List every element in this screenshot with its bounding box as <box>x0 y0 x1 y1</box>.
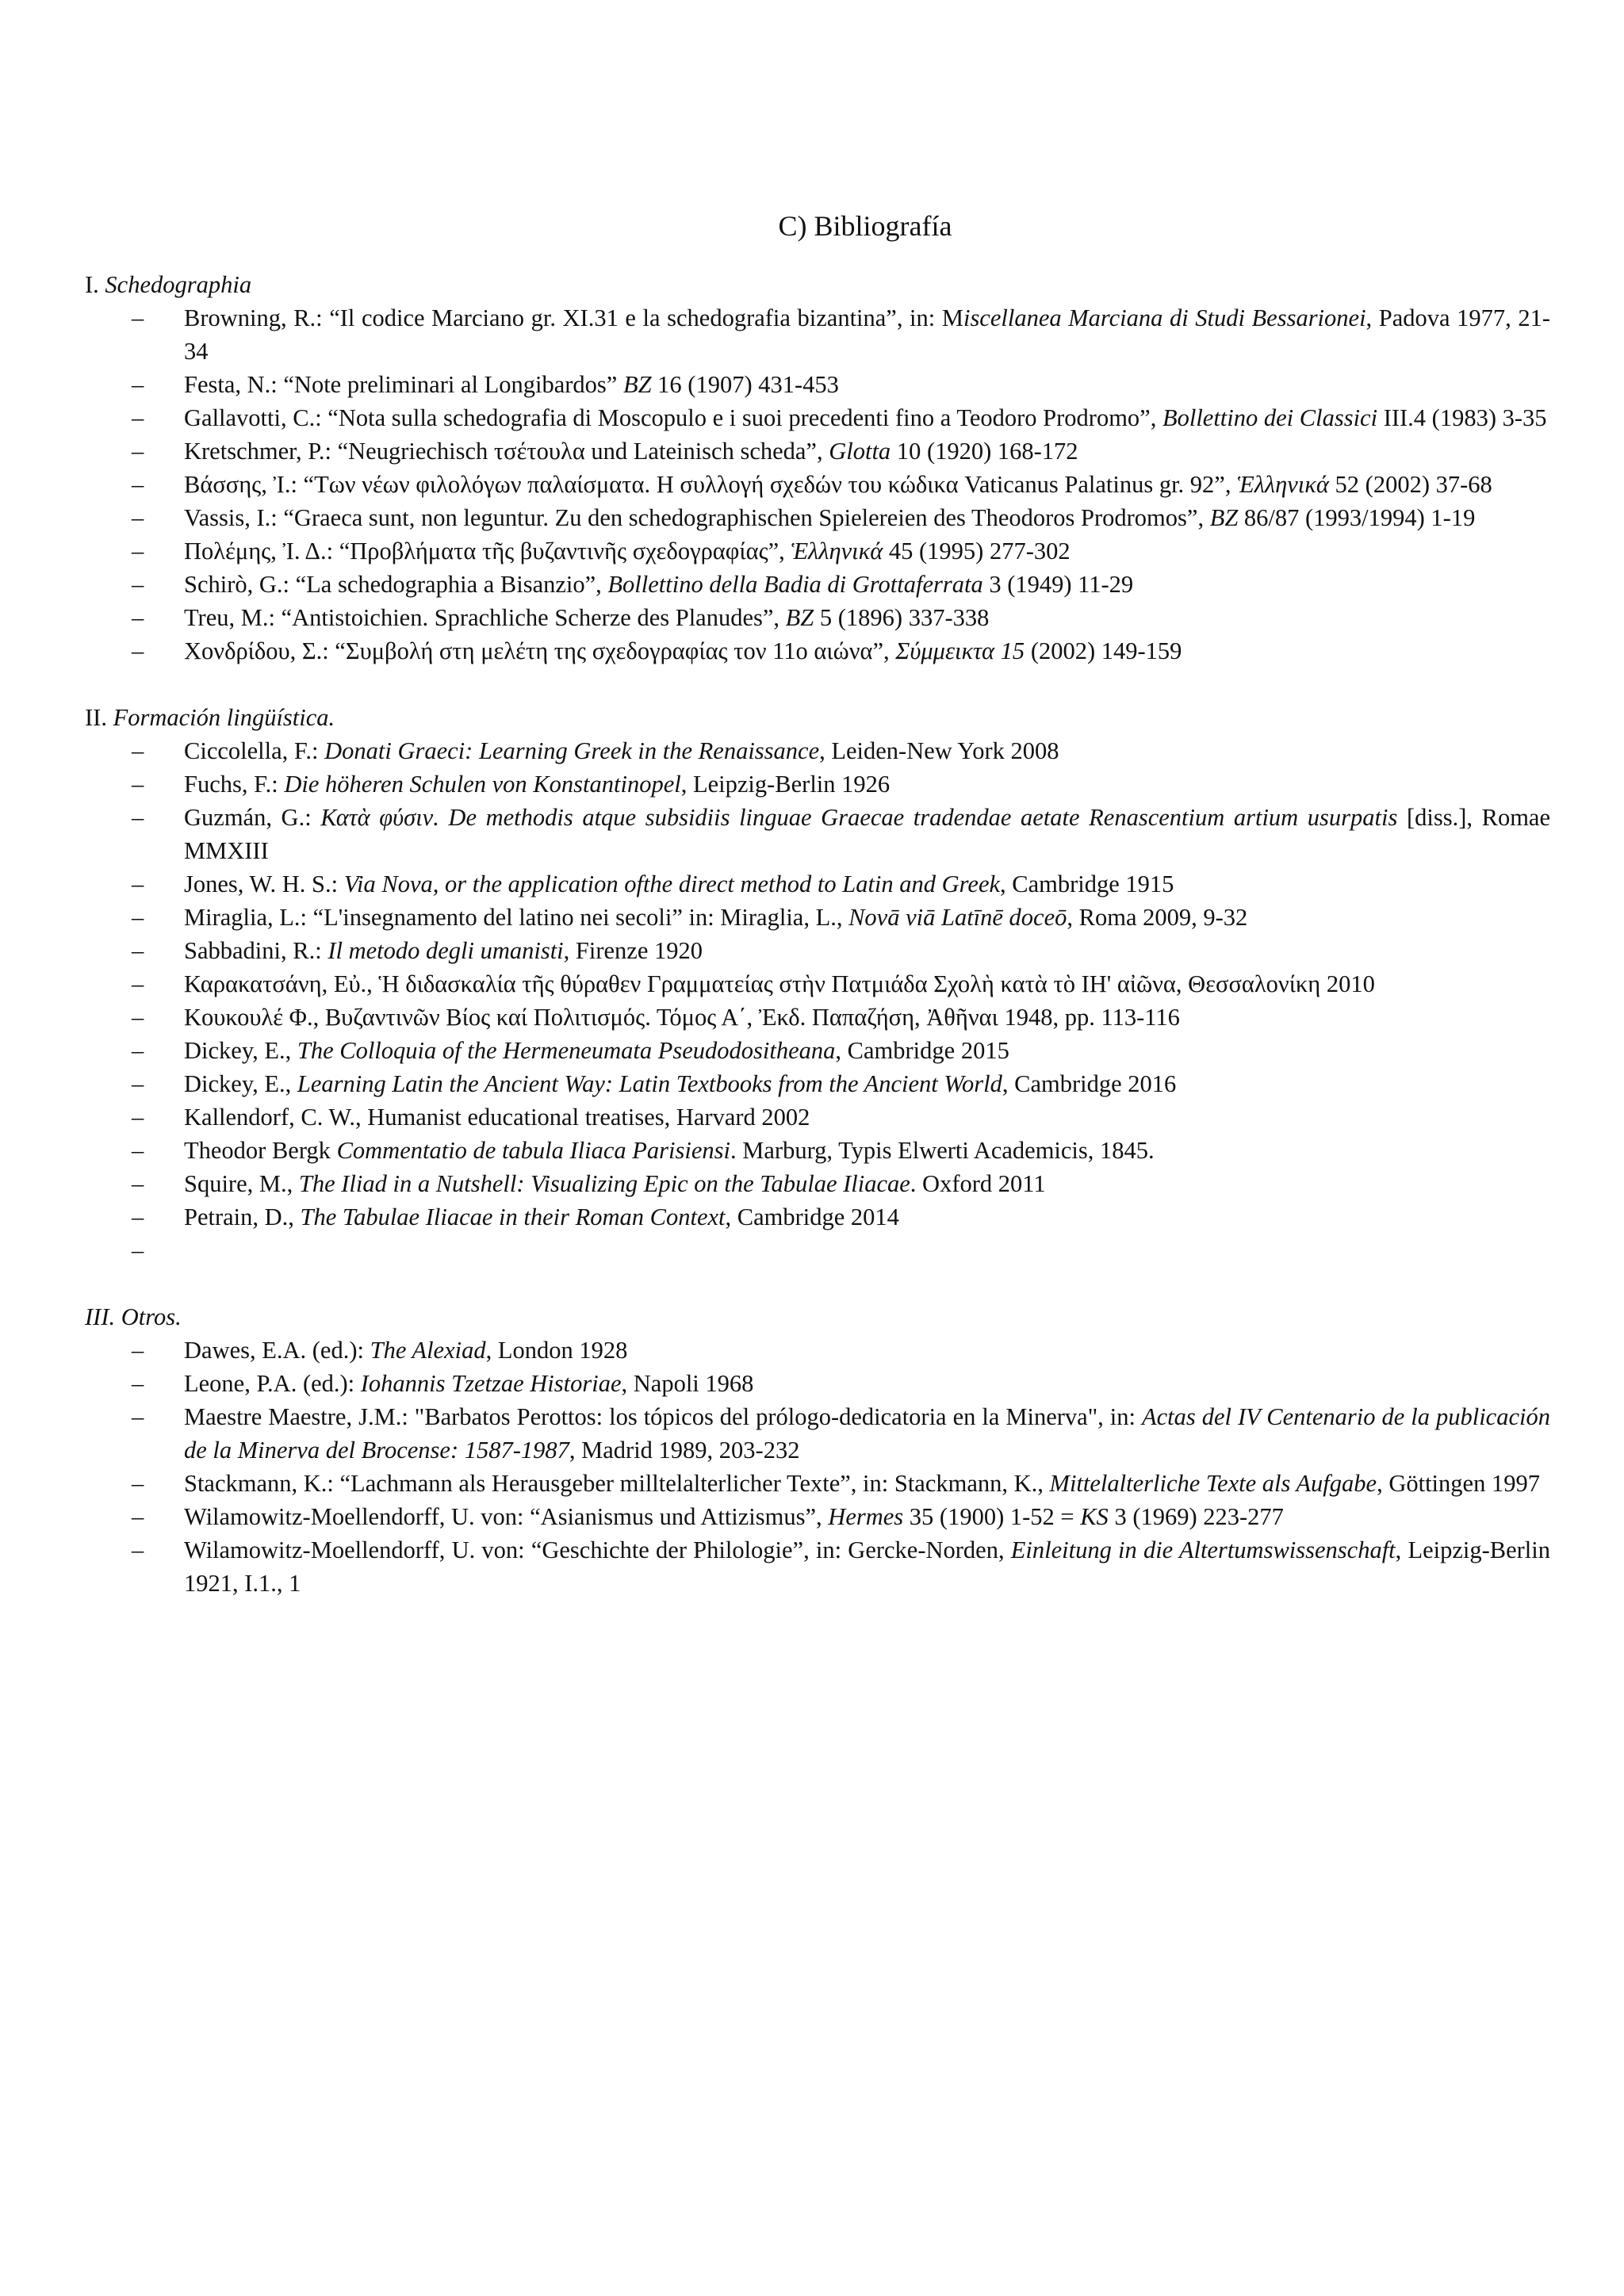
text-run: , Cambridge 1915 <box>1000 871 1174 897</box>
text-run: Βάσσης, Ἰ.: “Των νέων φιλολόγων παλαίσματα. Η συλλογή σχεδών του κώδικα Vaticanus Palatinus gr. 92”, <box>184 471 1238 498</box>
reference-entry <box>85 1334 1550 1367</box>
dash-bullet-icon: – <box>132 504 144 531</box>
reference-text <box>184 1500 1550 1533</box>
reference-text <box>184 1367 1550 1400</box>
dash-bullet-icon: – <box>132 471 144 498</box>
italic-text-run: Learning Latin the Ancient Way: Latin Textbooks from the Ancient World <box>297 1070 1002 1097</box>
italic-text-run: Iohannis Tzetzae Historiae <box>360 1370 622 1397</box>
dash-bullet-icon: – <box>132 1470 144 1497</box>
dash-bullet-icon: – <box>132 937 144 964</box>
dash-bullet-icon: – <box>132 571 144 598</box>
reference-entry <box>85 401 1550 434</box>
italic-text-run: Einleitung in die Altertumswissenschaft <box>1010 1536 1396 1563</box>
dash-bullet-icon: – <box>132 1337 144 1364</box>
text-run: Schirò, G.: “La schedographia a Bisanzio”, <box>184 571 608 598</box>
reference-list <box>85 734 1550 1267</box>
italic-text-run: BZ <box>1209 504 1239 531</box>
reference-text <box>184 634 1550 668</box>
text-run: Wilamowitz-Moellendorff, U. von: “Geschichte der Philologie”, in: Gercke-Norden, <box>184 1536 1011 1563</box>
dash-bullet-icon: – <box>132 538 144 564</box>
reference-entry <box>85 867 1550 901</box>
text-run: Squire, M., <box>184 1170 299 1197</box>
text-run: Leone, P.A. (ed.): <box>184 1370 361 1397</box>
reference-text <box>184 934 1550 967</box>
text-run: Kretschmer, P.: “Neugriechisch τσέτουλα und Lateinisch scheda”, <box>184 438 829 465</box>
text-run: Καρακατσάνη, Εὐ., Ἡ διδασκαλία τῆς θύραθεν Γραμματείας στὴν Πατμιάδα Σχολὴ κατὰ τὸ ΙΗ' αἰῶνα, Θεσσαλονίκη 2010 <box>184 970 1375 997</box>
text-run: . Marburg, Typis Elwerti Academicis, 1845. <box>730 1137 1155 1164</box>
reference-entry <box>85 801 1550 867</box>
italic-text-run: Il metodo degli umanisti <box>327 937 564 964</box>
reference-entry <box>85 601 1550 634</box>
italic-text-run: Via Nova, or the application ofthe direct method to Latin and Greek <box>343 871 1001 897</box>
section-heading <box>85 701 1550 734</box>
text-run: Vassis, I.: “Graeca sunt, non leguntur. Zu den schedographischen Spielereien des Theodoros Prodromos”, <box>184 504 1210 531</box>
text-run: Browning, R.: “Il codice Marciano gr. XI.31 e la schedografia bizantina”, in: M <box>184 304 963 331</box>
text-run: , Napoli 1968 <box>621 1370 754 1397</box>
italic-text-run: Σύμμεικτα 15 <box>895 637 1025 664</box>
dash-bullet-icon: – <box>132 1237 144 1264</box>
reference-entry <box>85 468 1550 501</box>
italic-text-run: KS <box>1080 1503 1109 1530</box>
reference-entry <box>85 301 1550 368</box>
text-run: 86/87 (1993/1994) 1-19 <box>1238 504 1476 531</box>
reference-text <box>184 368 1550 401</box>
text-run: Maestre Maestre, J.M.: "Barbatos Perottos: los tópicos del prólogo-dedicatoria en la Minerva", in: <box>184 1403 1142 1430</box>
text-run: 45 (1995) 277-302 <box>883 538 1071 564</box>
italic-text-run: III. Otros. <box>85 1303 182 1330</box>
reference-text <box>184 1334 1550 1367</box>
italic-text-run: Glotta <box>829 438 891 465</box>
reference-entry <box>85 1367 1550 1400</box>
text-run: 35 (1900) 1-52 = <box>903 1503 1081 1530</box>
italic-text-run: Hermes <box>828 1503 904 1530</box>
italic-text-run: Bollettino della Badia di Grottaferrata <box>607 571 983 598</box>
reference-entry <box>85 1067 1550 1100</box>
dash-bullet-icon: – <box>132 404 144 431</box>
reference-text <box>184 1034 1550 1067</box>
italic-text-run: The Colloquia of the Hermeneumata Pseudodositheana <box>297 1037 836 1064</box>
italic-text-run: iscellanea Marciana di Studi Bessarionei <box>963 304 1366 331</box>
text-run: , Padova 1977, 21-34 <box>184 304 1550 365</box>
text-run: , Cambridge 2015 <box>835 1037 1009 1064</box>
bibliography-body <box>85 268 1550 1600</box>
reference-entry <box>85 368 1550 401</box>
italic-text-run: BZ <box>622 371 652 398</box>
text-run: , Roma 2009, 9-32 <box>1067 904 1248 931</box>
italic-text-run: Mittelalterliche Texte als Aufgabe <box>1049 1470 1377 1497</box>
reference-entry <box>85 1234 1550 1267</box>
reference-list <box>85 301 1550 668</box>
reference-text <box>184 1533 1550 1600</box>
reference-entry <box>85 1467 1550 1500</box>
italic-text-run: The Iliad in a Nutshell: Visualizing Epic on the Tabulae Iliacae <box>298 1170 910 1197</box>
reference-entry <box>85 934 1550 967</box>
reference-entry <box>85 1500 1550 1533</box>
dash-bullet-icon: – <box>132 1203 144 1230</box>
dash-bullet-icon: – <box>132 771 144 798</box>
dash-bullet-icon: – <box>132 970 144 997</box>
text-run: Πολέμης, Ἰ. Δ.: “Προβλήματα τῆς βυζαντινῆς σχεδογραφίας”, <box>184 538 791 564</box>
page-title: C) Bibliografía <box>778 210 952 242</box>
italic-text-run: Κατὰ φύσιν. De methodis atque subsidiis linguae Graecae tradendae aetate Renascentium artium usurpatis <box>320 804 1398 831</box>
dash-bullet-icon: – <box>132 1170 144 1197</box>
bibliography-section <box>85 1300 1550 1600</box>
reference-text <box>184 534 1550 568</box>
text-run: Ciccolella, F.: <box>184 737 325 764</box>
text-run: 10 (1920) 168-172 <box>891 438 1078 465</box>
italic-text-run: Bollettino dei Classici <box>1162 404 1378 431</box>
reference-entry <box>85 901 1550 934</box>
bibliography-section <box>85 701 1550 1267</box>
text-run: Sabbadini, R.: <box>184 937 328 964</box>
text-run: Theodor Bergk <box>184 1137 337 1164</box>
reference-entry <box>85 1167 1550 1200</box>
dash-bullet-icon: – <box>132 604 144 631</box>
text-run: Stackmann, K.: “Lachmann als Herausgeber milltelalterlicher Texte”, in: Stackmann, K., <box>184 1470 1050 1497</box>
text-run: II. <box>85 704 113 731</box>
reference-entry <box>85 767 1550 801</box>
text-run: Wilamowitz-Moellendorff, U. von: “Asianismus und Attizismus”, <box>184 1503 829 1530</box>
text-run: , Cambridge 2014 <box>725 1203 899 1230</box>
reference-text <box>184 1001 1550 1034</box>
text-run: , Firenze 1920 <box>563 937 703 964</box>
dash-bullet-icon: – <box>132 871 144 897</box>
text-run: , Leiden-New York 2008 <box>819 737 1059 764</box>
dash-bullet-icon: – <box>132 1536 144 1563</box>
italic-text-run: BZ <box>785 604 814 631</box>
reference-text <box>184 901 1550 934</box>
reference-text <box>184 568 1550 601</box>
text-run: Guzmán, G.: <box>184 804 321 831</box>
reference-entry <box>85 1134 1550 1167</box>
italic-text-run: Formación lingüística. <box>113 704 335 731</box>
dash-bullet-icon: – <box>132 371 144 398</box>
reference-text <box>184 801 1550 867</box>
reference-text <box>184 401 1550 434</box>
dash-bullet-icon: – <box>132 1403 144 1430</box>
bibliography-section <box>85 268 1550 668</box>
reference-text <box>184 967 1550 1001</box>
reference-entry <box>85 534 1550 568</box>
italic-text-run: Commentatio de tabula Iliaca Parisiensi <box>336 1137 730 1164</box>
text-run: Kallendorf, C. W., Humanist educational treatises, Harvard 2002 <box>184 1104 810 1131</box>
reference-entry <box>85 1034 1550 1067</box>
reference-text <box>184 501 1550 534</box>
italic-text-run: The Alexiad <box>370 1337 486 1364</box>
reference-text <box>184 1134 1550 1167</box>
italic-text-run: Novā viā Latīnē doceō <box>848 904 1067 931</box>
text-run: Dickey, E., <box>184 1037 297 1064</box>
dash-bullet-icon: – <box>132 304 144 331</box>
reference-text <box>184 1234 1550 1267</box>
reference-text <box>184 468 1550 501</box>
text-run: Fuchs, F.: <box>184 771 285 798</box>
text-run: III.4 (1983) 3-35 <box>1377 404 1547 431</box>
reference-entry <box>85 1533 1550 1600</box>
reference-text <box>184 301 1550 368</box>
italic-text-run: Ἑλληνικά <box>1237 471 1329 498</box>
italic-text-run: The Tabulae Iliacae in their Roman Context <box>300 1203 726 1230</box>
text-run: Jones, W. H. S.: <box>184 871 344 897</box>
reference-entry <box>85 967 1550 1001</box>
reference-text <box>184 867 1550 901</box>
reference-text <box>184 1467 1550 1500</box>
text-run: , Cambridge 2016 <box>1002 1070 1177 1097</box>
text-run: , Göttingen 1997 <box>1377 1470 1540 1497</box>
text-run: 16 (1907) 431-453 <box>651 371 839 398</box>
reference-entry <box>85 1001 1550 1034</box>
dash-bullet-icon: – <box>132 1070 144 1097</box>
text-run: , Leipzig-Berlin 1926 <box>680 771 891 798</box>
dash-bullet-icon: – <box>132 737 144 764</box>
reference-text <box>184 434 1550 468</box>
reference-entry <box>85 501 1550 534</box>
reference-entry <box>85 434 1550 468</box>
reference-entry <box>85 634 1550 668</box>
reference-entry <box>85 1400 1550 1467</box>
dash-bullet-icon: – <box>132 637 144 664</box>
reference-list <box>85 1334 1550 1600</box>
text-run: (2002) 149-159 <box>1025 637 1182 664</box>
text-run: 3 (1969) 223-277 <box>1108 1503 1284 1530</box>
text-run: , Madrid 1989, 203-232 <box>569 1437 800 1464</box>
text-run: I. <box>85 271 105 298</box>
italic-text-run: Donati Graeci: Learning Greek in the Renaissance <box>324 737 820 764</box>
section-heading <box>85 268 1550 301</box>
dash-bullet-icon: – <box>132 804 144 831</box>
italic-text-run: Schedographia <box>105 271 252 298</box>
text-run: Gallavotti, C.: “Nota sulla schedografia di Moscopulo e i suoi precedenti fino a Teodoro Prodromo”, <box>184 404 1162 431</box>
text-run: [diss.], Romae MMXIII <box>184 804 1550 864</box>
reference-text <box>184 1067 1550 1100</box>
reference-entry <box>85 1200 1550 1234</box>
dash-bullet-icon: – <box>132 1370 144 1397</box>
text-run: . Oxford 2011 <box>910 1170 1046 1197</box>
italic-text-run: Ἑλληνικά <box>791 538 883 564</box>
dash-bullet-icon: – <box>132 1503 144 1530</box>
dash-bullet-icon: – <box>132 904 144 931</box>
reference-entry <box>85 734 1550 767</box>
text-run: Dawes, E.A. (ed.): <box>184 1337 370 1364</box>
text-run: Festa, N.: “Note preliminari al Longibardos” <box>184 371 623 398</box>
section-heading <box>85 1300 1550 1334</box>
text-run: 52 (2002) 37-68 <box>1328 471 1492 498</box>
italic-text-run: Actas del IV Centenario de la publicación de la Minerva del Brocense: 1587-1987 <box>184 1403 1550 1464</box>
dash-bullet-icon: – <box>132 1037 144 1064</box>
reference-text <box>184 734 1550 767</box>
text-run: 5 (1896) 337-338 <box>814 604 990 631</box>
text-run: Χονδρίδου, Σ.: “Συμβολή στη μελέτη της σχεδογραφίας τον 11ο αιώνα”, <box>184 637 896 664</box>
italic-text-run: Die höheren Schulen von Konstantinopel <box>284 771 681 798</box>
reference-text <box>184 1167 1550 1200</box>
reference-text <box>184 767 1550 801</box>
reference-text <box>184 1100 1550 1134</box>
reference-text <box>184 1400 1550 1467</box>
dash-bullet-icon: – <box>132 1137 144 1164</box>
text-run: Dickey, E., <box>184 1070 297 1097</box>
reference-entry <box>85 1100 1550 1134</box>
reference-entry <box>85 568 1550 601</box>
reference-text <box>184 601 1550 634</box>
text-run: 3 (1949) 11-29 <box>982 571 1134 598</box>
dash-bullet-icon: – <box>132 438 144 465</box>
text-run: , London 1928 <box>485 1337 628 1364</box>
dash-bullet-icon: – <box>132 1104 144 1131</box>
text-run: , Leipzig-Berlin 1921, I.1., 1 <box>184 1536 1550 1597</box>
text-run: Κουκουλέ Φ., Βυζαντινῶν Βίος καί Πολιτισμός. Τόμος Α΄, Ἐκδ. Παπαζήση, Ἀθῆναι 1948, pp. 113-116 <box>184 1004 1180 1031</box>
dash-bullet-icon: – <box>132 1004 144 1031</box>
text-run: Treu, M.: “Antistoichien. Sprachliche Scherze des Planudes”, <box>184 604 786 631</box>
text-run: Petrain, D., <box>184 1203 301 1230</box>
reference-text <box>184 1200 1550 1234</box>
text-run: Miraglia, L.: “L'insegnamento del latino nei secoli” in: Miraglia, L., <box>184 904 849 931</box>
